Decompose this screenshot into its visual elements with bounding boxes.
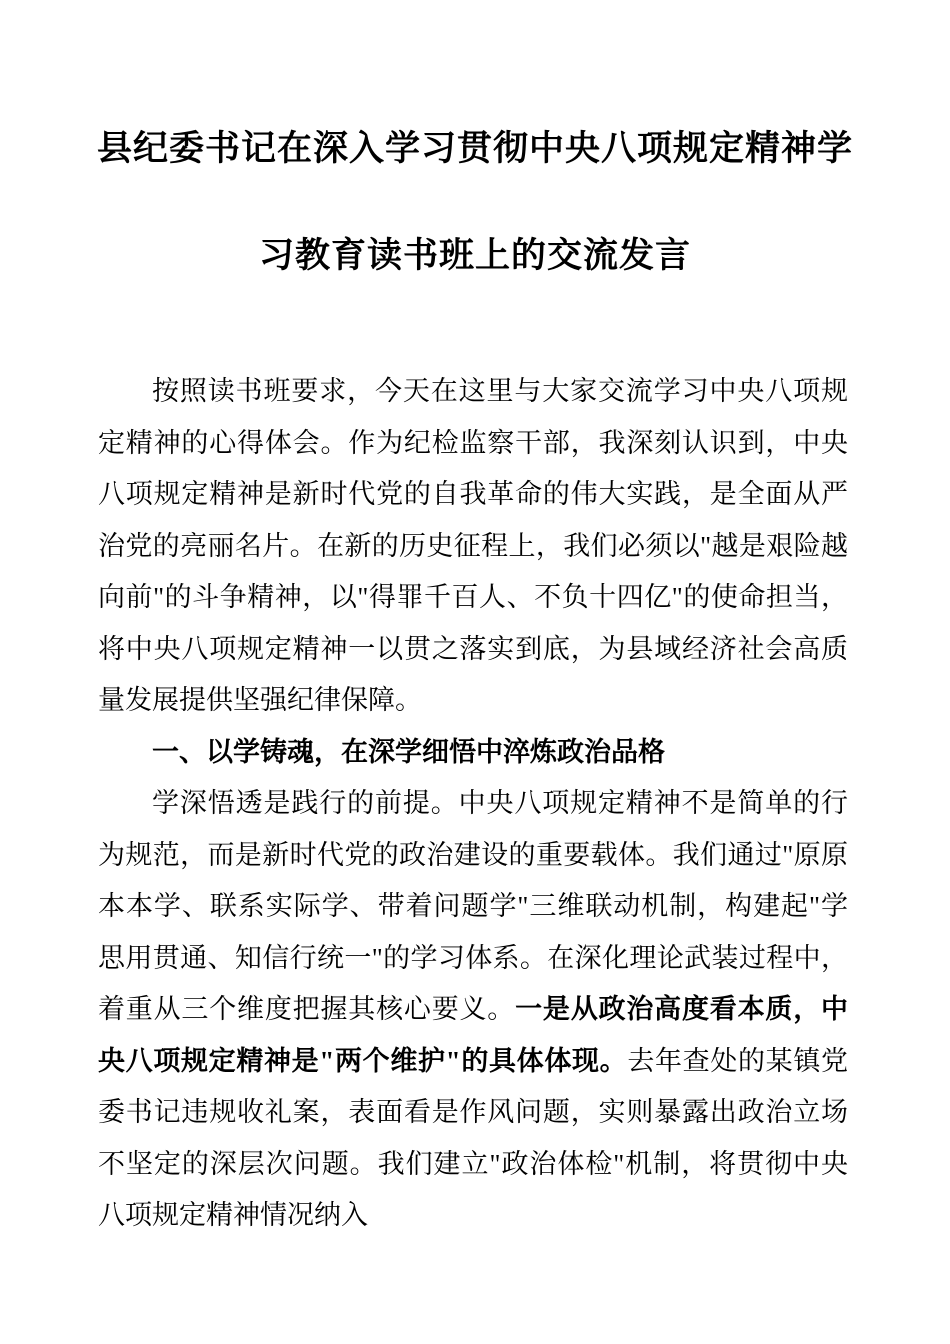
section-1-text-after-emphasis: 去年查处的某镇党委书记违规收礼案，表面看是作风问题，实则暴露出政治立场不坚定的深层次问题。我们建立"政治体检"机制，将贯彻中央八项规定精神情况纳入 [98,1045,848,1230]
section-1-emphasis-text: 一是从政治高度看本质，中央八项规定精神是"两个维护"的具体体现。 [98,994,849,1076]
document-title [50,95,900,309]
document-body [98,366,848,1242]
title-line-1: 县纪委书记在深入学习贯彻中央八项规定精神学 [96,129,853,168]
section-1-text-before-emphasis: 学深悟透是践行的前提。中央八项规定精神不是简单的行为规范，而是新时代党的政治建设的重要载体。我们通过"原原本本学、联系实际学、带着问题学"三维联动机制，构建起"学思用贯通、知信行统一"的学习体系。在深化理论武装过程中，着重从三个维度把握其核心要义。 [98,788,848,1024]
section-1-paragraph [98,778,848,1242]
title-line-2: 习教育读书班上的交流发言 [258,236,691,275]
section-1-heading: 一、以学铸魂，在深学细悟中淬炼政治品格 [152,736,665,767]
intro-paragraph: 按照读书班要求，今天在这里与大家交流学习中央八项规定精神的心得体会。作为纪检监察干部，我深刻认识到，中央八项规定精神是新时代党的自我革命的伟大实践，是全面从严治党的亮丽名片。在新的历史征程上，我们必须以"越是艰险越向前"的斗争精神，以"得罪千百人、不负十四亿"的使命担当，将中央八项规定精神一以贯之落实到底，为县域经济社会高质量发展提供坚强纪律保障。 [98,376,848,715]
